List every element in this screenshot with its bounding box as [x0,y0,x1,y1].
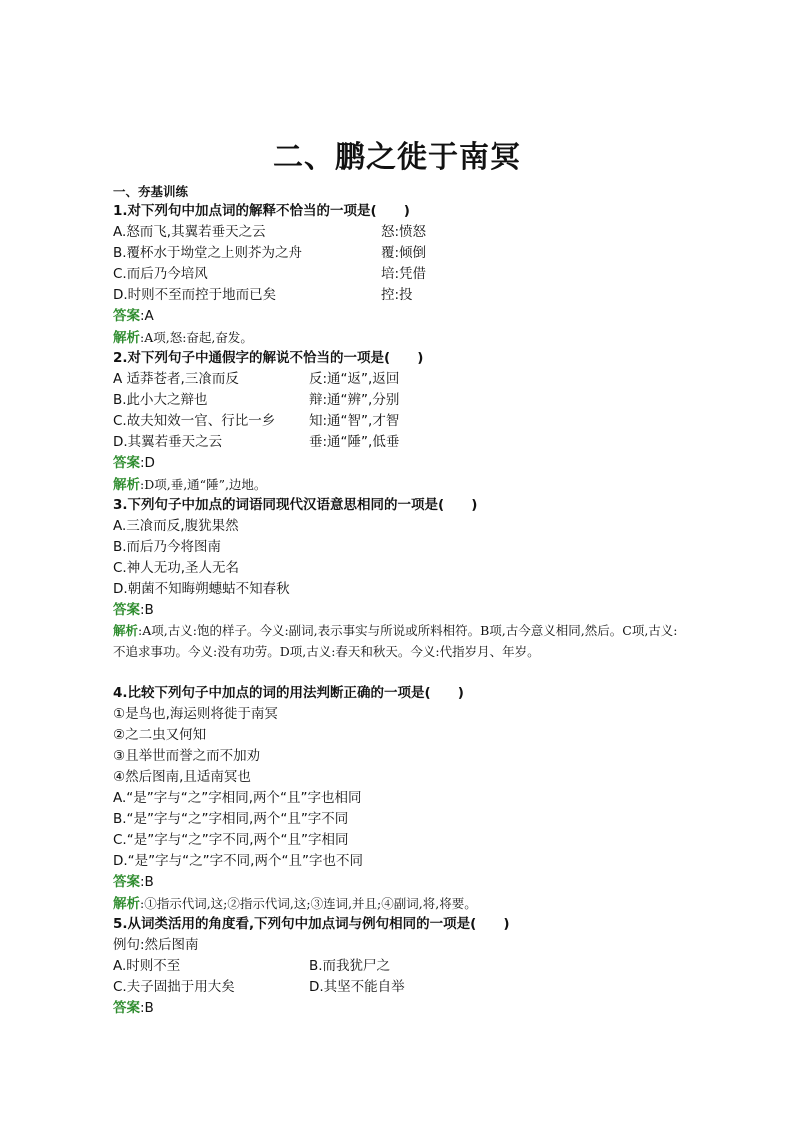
q1-option-c-gloss: 培:凭借 [381,266,427,282]
q1-option-c-text: C.而后乃今培风 [113,266,208,282]
question-5-stem: 5.从词类活用的角度看,下列句中加点词与例句相同的一项是( ) [113,916,510,932]
q1-option-b-gloss: 覆:倾倒 [381,245,427,261]
explanation-label: 解析 [113,623,139,638]
q1-option-a-gloss: 怒:愤怒 [381,224,427,240]
q2-option-a-text: A 适莽苍者,三飡而反 [113,371,239,387]
q1-option-a-text: A.怒而飞,其翼若垂天之云 [113,224,266,240]
q1-option-a [113,222,427,243]
q5-option-c: C.夫子固拙于用大矣 [113,979,235,995]
q1-answer [113,306,154,327]
explanation-text: :①指示代词,这;②指示代词,这;③连词,并且;④副词,将,将要。 [140,896,477,911]
q2-option-c-gloss: 知:通“智”,才智 [309,413,400,429]
q1-option-d [113,285,413,306]
q2-option-c [113,411,400,432]
q1-option-d-gloss: 控:投 [381,287,413,303]
q5-option-a: A.时则不至 [113,958,181,974]
q4-option-c: C.“是”字与“之”字不同,两个“且”字相同 [113,832,349,848]
q2-option-b [113,390,400,411]
explanation-label: 解析 [113,330,140,346]
q2-answer [113,453,155,474]
q2-option-b-text: B.此小大之辩也 [113,392,208,408]
q2-option-c-text: C.故夫知效一官、行比一乡 [113,413,276,429]
q4-answer [113,872,154,893]
answer-label: 答案 [113,455,140,471]
q2-option-d-text: D.其翼若垂天之云 [113,434,223,450]
q4-explanation [113,893,477,914]
q4-option-b: B.“是”字与“之”字相同,两个“且”字不同 [113,811,349,827]
q4-sentence-1: ①是鸟也,海运则将徙于南冥 [113,706,278,722]
q1-option-d-text: D.时则不至而控于地而已矣 [113,287,277,303]
q3-option-c: C.神人无功,圣人无名 [113,560,240,576]
answer-label: 答案 [113,602,140,618]
q2-explanation [113,474,266,495]
q3-option-d: D.朝菌不知晦朔蟪蛄不知春秋 [113,581,290,597]
explanation-label: 解析 [113,896,140,912]
q1-option-b [113,243,427,264]
q4-sentence-2: ②之二虫又何知 [113,727,207,743]
q2-option-b-gloss: 辩:通“辨”,分别 [309,392,400,408]
explanation-label: 解析 [113,477,140,493]
q1-option-c [113,264,427,285]
q5-answer [113,998,154,1019]
q2-option-a [113,369,400,390]
q4-sentence-3: ③且举世而誉之而不加劝 [113,748,261,764]
q5-option-d: D.其坚不能自举 [309,979,405,995]
q1-explanation [113,327,253,348]
q4-option-a: A.“是”字与“之”字相同,两个“且”字也相同 [113,790,362,806]
q5-option-b: B.而我犹尸之 [309,958,391,974]
answer-value: :B [140,874,154,890]
q4-sentence-4: ④然后图南,且适南冥也 [113,769,251,785]
question-4-stem: 4.比较下列句子中加点的词的用法判断正确的一项是( ) [113,685,464,701]
q2-option-a-gloss: 反:通“返”,返回 [309,371,400,387]
answer-value: :A [140,308,154,324]
answer-label: 答案 [113,1000,140,1016]
q2-option-d-gloss: 垂:通“陲”,低垂 [309,434,400,450]
q5-options-row-2 [113,977,405,998]
q3-explanation [113,620,685,662]
q3-answer [113,600,154,621]
explanation-text: :D项,垂,通“陲”,边地。 [140,477,267,492]
explanation-text: :A项,怒:奋起,奋发。 [140,330,253,345]
answer-label: 答案 [113,874,140,890]
question-2-stem: 2.对下列句子中通假字的解说不恰当的一项是( ) [113,350,424,366]
q3-option-a: A.三飡而反,腹犹果然 [113,518,239,534]
q1-option-b-text: B.覆杯水于坳堂之上则芥为之舟 [113,245,303,261]
section-heading: 一、夯基训练 [113,184,189,199]
answer-value: :B [140,1000,154,1016]
question-1-stem: 1.对下列句中加点词的解释不恰当的一项是( ) [113,203,410,219]
answer-label: 答案 [113,308,140,324]
q3-option-b: B.而后乃今将图南 [113,539,222,555]
answer-value: :D [140,455,155,471]
q5-example: 例句:然后图南 [113,937,199,953]
question-3-stem: 3.下列句子中加点的词语同现代汉语意思相同的一项是( ) [113,497,478,513]
explanation-text: :A项,古义:饱的样子。今义:副词,表示事实与所说或所料相符。B项,古今意义相同,然后。C项,古义:不追求事功。今义:没有功劳。D项,古义:春天和秋天。今义:代指岁月、年岁。 [113,623,678,659]
q2-option-d [113,432,400,453]
q4-option-d: D.“是”字与“之”字不同,两个“且”字也不同 [113,853,363,869]
q5-options-row-1 [113,956,391,977]
answer-value: :B [140,602,154,618]
page-title: 二、鹏之徙于南冥 [273,140,521,175]
